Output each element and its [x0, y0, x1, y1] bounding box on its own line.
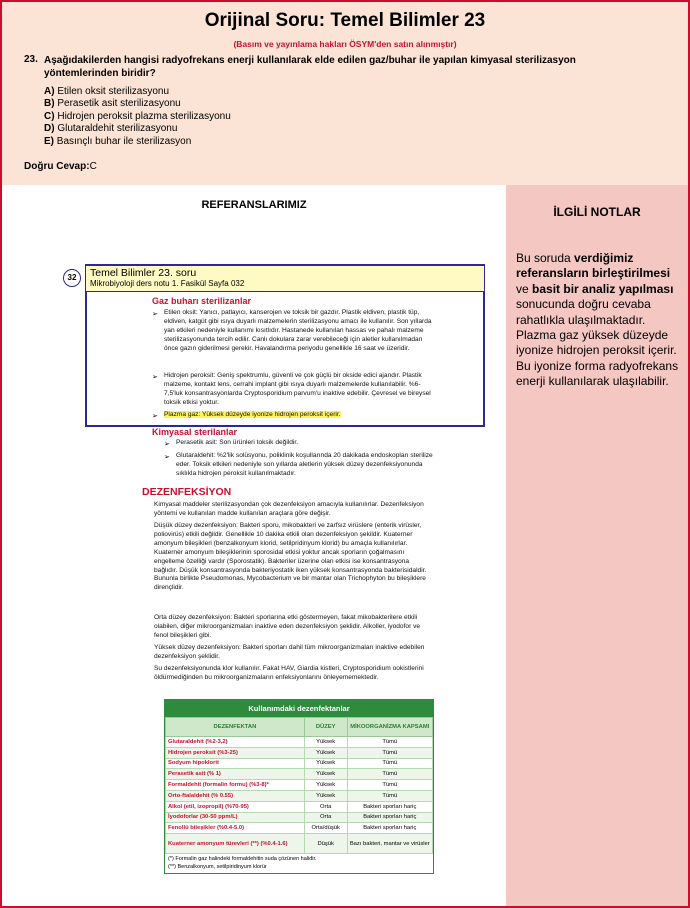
gas-item-plasma	[164, 411, 434, 420]
table-cell: Düşük	[304, 834, 347, 854]
table-row	[166, 747, 433, 758]
table-cell: Yüksek	[304, 790, 347, 801]
table-cell: Bakteri sporları hariç	[347, 823, 432, 834]
table-cell: Orta/düşük	[304, 823, 347, 834]
footnote: (**) Benzalkonyum, setilpiridinyum klorür	[168, 863, 267, 870]
gas-item-hydrogen-peroxide: Hidrojen peroksit: Geniş spektrumlu, güvenli ve çok güçlü bir okside edici ajandır. Plastik malzeme, kontakt lens, cerrahi implant gibi ısıya duyarlı malzemelerde kullanılabilir. %6-7,5'luk konsantrasyonlarda Cryptosporidium parvum'u inaktive edebilir. Çevresel ve bireysel toksik etkisi yoktur.	[164, 372, 431, 406]
option-e[interactable]	[44, 136, 231, 148]
option-b[interactable]	[44, 98, 231, 110]
arrow-bullet-icon: ➢	[164, 454, 170, 461]
table-cell: Alkol (etil, izopropil) (%70-95)	[166, 801, 305, 812]
page-badge: 32	[63, 269, 81, 287]
notes-heading: İLGİLİ NOTLAR	[553, 205, 641, 219]
table-row	[166, 823, 433, 834]
table-row	[166, 790, 433, 801]
table-cell: Bakteri sporları hariç	[347, 812, 432, 823]
correct-answer	[24, 161, 97, 172]
table-cell: Hidrojen peroksit (%3-25)	[166, 747, 305, 758]
option-list	[44, 86, 231, 148]
reference-title: Temel Bilimler 23. soru	[90, 267, 197, 279]
question-text: Aşağıdakilerden hangisi radyofrekans enerji kullanılarak elde edilen gaz/buhar ile yapılan kimyasal sterilizasyon yöntemlerinden biridir?	[44, 55, 576, 79]
option-c[interactable]	[44, 111, 231, 123]
option-text: Etilen oksit sterilizasyonu	[57, 86, 170, 97]
table-cell: Yüksek	[304, 769, 347, 780]
arrow-bullet-icon: ➢	[164, 441, 170, 448]
reference-subtitle: Mikrobiyoloji ders notu 1. Fasikül Sayfa 032	[90, 279, 245, 288]
table-caption: Kullanımdaki dezenfektanlar	[165, 700, 433, 717]
disinfection-mid-level: Orta düzey dezenfeksiyon: Bakteri sporlarına etki göstermeyen, fakat mikobakterilere etkili olabilen, diğer mikroorganizmaları inaktive eden dezenfeksiyon şeklidir. Alkoller, iyodofor ve fenol bileşikleri gibi.	[154, 614, 421, 639]
table-cell: Glutaraldehit (%2-3,2)	[166, 737, 305, 748]
disinfectant-table	[164, 699, 434, 874]
table-cell: Bakteri sporları hariç	[347, 801, 432, 812]
option-letter: E)	[44, 135, 54, 147]
notes-panel	[506, 185, 688, 908]
table-cell: Bazı bakteri, mantar ve virüsler	[347, 834, 432, 854]
table-cell: Orta	[304, 801, 347, 812]
table-footnotes	[165, 854, 433, 873]
disinfection-section-title: DEZENFEKSİYON	[142, 486, 232, 498]
table-cell: Kuaterner amonyum türevleri (**) (%0.4-1.6)	[166, 834, 305, 854]
disinfection-low-level: Düşük düzey dezenfeksiyon: Bakteri sporu, mikobakteri ve zarfsız virüslere (enterik virüsler, poliovirüs) etkili değildir. Genellikle 10 dakika etkili olan dezenfeksiyon şekildir. Kuaterner amonyum bileşikleri (benzalkonyum klorid, setilpridinyum klorid) bu amaçla kullanılırlar. Kuaterner amonyum bileşiklerinin sporosidal etkisi yoktur ancak sporların çoğalmasını engelleme özelliği vardır (Sporostatik). Bakteriler üzerine olan etkisi ise konsantrasyona bağlıdır. Düşük konsantrasyonda bakteriyostatik iken yüksek konsantrasyonda bakterisidaldir. Bununla birlikte Pseudomonas, Mycobacterium ve bir mantar olan Trichophyton bu bileşiklere dirençlidir.	[154, 522, 427, 592]
gas-item-ethylene-oxide: Etilen oksit: Yanıcı, patlayıcı, kanserojen ve toksik bir gazdır. Plastik eldiven, plastik tüp, eldiven, katgüt gibi ısıya duyarlı malzemelerin sterilizasyonu amacı ile kullanılır. Son yıllarda yan etkileri nedeniyle kullanımı kısıtlıdır. Hastanede kullanılan hassas ve pahalı malzeme sterilizasyonunda tercih edilir. Canlı dokulara zarar verebileceği için aletler kullanılmadan önce gazın giderilmesi gerekir. Havalandırma periyodu genellikle 16 saat ve üzeridir.	[164, 309, 432, 352]
notes-text-part: Bu soruda	[516, 251, 575, 265]
page-title: Orijinal Soru: Temel Bilimler 23	[204, 10, 486, 31]
column-header: MİKOORGANİZMA KAPSAMI	[347, 718, 432, 737]
table-cell: Yüksek	[304, 737, 347, 748]
option-letter: D)	[44, 123, 55, 135]
option-letter: B)	[44, 98, 55, 110]
notes-text-part: ve	[516, 281, 533, 296]
option-letter: C)	[44, 110, 55, 122]
table-cell: Tümü	[347, 747, 432, 758]
answer-value: C	[89, 161, 97, 172]
option-d[interactable]	[44, 123, 231, 135]
table-row	[166, 780, 433, 791]
question-number: 23.	[24, 54, 38, 65]
table-cell: Tümü	[347, 769, 432, 780]
table-cell: Yüksek	[304, 780, 347, 791]
option-text: Glutaraldehit sterilizasyonu	[57, 123, 178, 135]
table-cell: Tümü	[347, 758, 432, 769]
question-panel	[2, 2, 688, 185]
option-text: Perasetik asit sterilizasyonu	[57, 98, 181, 110]
answer-label: Doğru Cevap:	[24, 161, 90, 172]
notes-text	[516, 251, 681, 390]
chem-section-title: Kimyasal sterilanlar	[152, 427, 238, 437]
notes-text-part-bold: verdiğimiz referansların birleştirilmesi	[516, 251, 671, 281]
table-cell: Fenollü bileşikler (%0.4-5.0)	[166, 823, 305, 834]
table-cell: Yüksek	[304, 747, 347, 758]
chem-item-peracetic: Perasetik asit: Son ürünleri toksik değildir.	[176, 439, 299, 446]
table-cell: Orta	[304, 812, 347, 823]
option-text: Basınçlı buhar ile sterilizasyon	[56, 135, 192, 147]
table-cell: Tümü	[347, 780, 432, 791]
disinfection-intro: Kimyasal maddeler sterilizasyondan çok dezenfeksiyon amacıyla kullanılırlar. Dezenfeksiyon yöntemi ve kullanılan madde kullanılan araçlara göre değişir.	[154, 501, 424, 517]
table-row	[166, 758, 433, 769]
rights-notice: (Basım ve yayınlama hakları ÖSYM'den satın alınmıştır)	[233, 39, 457, 49]
table-row	[166, 812, 433, 823]
table-cell: Sodyum hipoklorit	[166, 758, 305, 769]
column-header: DEZENFEKTAN	[166, 718, 305, 737]
table-cell: Yüksek	[304, 758, 347, 769]
plasma-highlight: Plazma gaz: Yüksek düzeyde iyonize hidrojen peroksit içerir.	[164, 411, 341, 418]
table-cell: İyodoforlar (30-50 ppm/L)	[166, 812, 305, 823]
footnote: (*) Formalin gaz halindeki formaldehitin suda çözünen halidir.	[168, 856, 317, 863]
arrow-bullet-icon: ➢	[152, 311, 158, 318]
chem-item-glutaraldehyde: Glutaraldehit: %2'lik solüsyonu, poliklinik koşullarında 20 dakikada endoskopları sterilize eder. Toksik etkileri nedeniyle son yıllarda aletlerin yüksek düzey dezenfeksiyonunda sıklıkla hidrojen peroksit kullanılmaktadır.	[176, 452, 433, 477]
notes-text-part: sonucunda doğru cevaba rahatlıkla ulaşılmaktadır. Plazma gaz yüksek düzeyde iyonize hidrojen peroksit içerir. Bu iyonize forma radyofrekans enerji kullanılarak ulaşılabilir.	[516, 297, 679, 389]
column-header: DÜZEY	[304, 718, 347, 737]
arrow-bullet-icon: ➢	[152, 374, 158, 381]
water-disinfection: Su dezenfeksiyonunda klor kullanılır. Fakat HAV, Giardia kistleri, Cryptosporidium ookistlerini öldürmediğinden bu mikroorganizmaların enfeksiyonlarını önleyememektedir.	[154, 665, 424, 681]
notes-text-part-bold: basit bir analiz yapılması	[532, 281, 674, 296]
table-cell: Perasetik asit (% 1)	[166, 769, 305, 780]
references-heading: REFERANSLARIMIZ	[201, 199, 307, 211]
references-header	[2, 185, 506, 227]
table-cell: Tümü	[347, 737, 432, 748]
table-cell: Orto-ftalaldehit (% 0.55)	[166, 790, 305, 801]
table-cell: Formaldehit (formalin formu) (%3-8)*	[166, 780, 305, 791]
table-row	[166, 737, 433, 748]
table-row	[166, 769, 433, 780]
table-row	[166, 834, 433, 854]
table-row	[166, 801, 433, 812]
option-a[interactable]	[44, 86, 231, 98]
disinfection-high-level: Yüksek düzey dezenfeksiyon: Bakteri sporları dahil tüm mikroorganizmaları inaktive edebilen dezenfeksiyon şeklidir.	[154, 644, 425, 660]
gas-section-title: Gaz buharı sterilizanlar	[152, 296, 252, 306]
arrow-bullet-icon: ➢	[152, 413, 158, 420]
table-cell: Tümü	[347, 790, 432, 801]
option-letter: A)	[44, 86, 55, 97]
option-text: Hidrojen peroksit plazma sterilizasyonu	[57, 110, 231, 122]
